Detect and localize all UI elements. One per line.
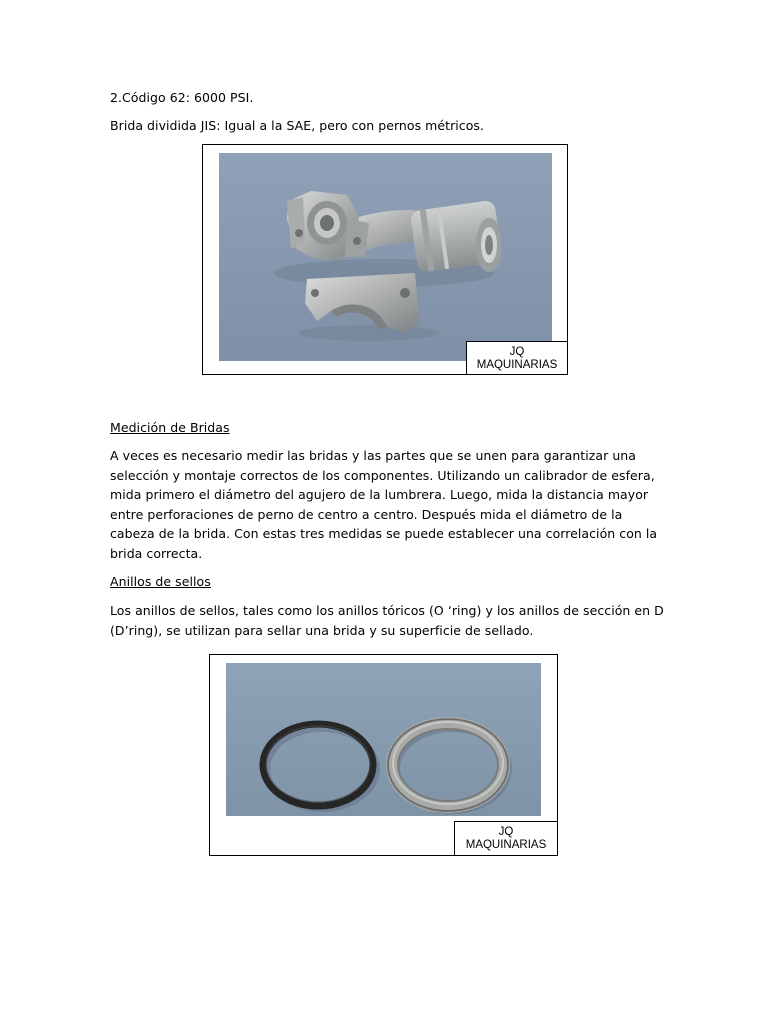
section-title: 2.Código 62: 6000 PSI.	[110, 90, 254, 105]
watermark-line-2: MAQUINARIAS	[476, 359, 558, 371]
seal-rings-body: Los anillos de sellos, tales como los anillos tóricos (O ‘ring) y los anillos de sección en D (D’ring), se utilizan para sellar una brida y su superficie de sellado.	[110, 603, 664, 638]
watermark-line-2: MAQUINARIAS	[465, 839, 547, 851]
figure-1-watermark	[466, 341, 568, 375]
seal-rings-heading: Anillos de sellos	[110, 574, 211, 589]
seal-rings-photo	[226, 663, 541, 816]
split-flange-photo	[219, 153, 552, 361]
measurement-body: A veces es necesario medir las bridas y las partes que se unen para garantizar una selección y montaje correctos de los componentes. Utilizando un calibrador de esfera, mida primero el diámetro del agujero de la lumbrera. Luego, mida la distancia mayor entre perforaciones de perno de centro a centro. Después mida el diámetro de la cabeza de la brida. Con estas tres medidas se puede establecer una correlación con la brida correcta.	[110, 448, 658, 561]
watermark-line-1: JQ	[498, 826, 514, 838]
figure-2-watermark	[454, 821, 558, 856]
watermark-line-1: JQ	[509, 346, 525, 358]
flange-description: Brida dividida JIS: Igual a la SAE, pero con pernos métricos.	[110, 118, 485, 133]
measurement-heading: Medición de Bridas	[110, 420, 230, 435]
